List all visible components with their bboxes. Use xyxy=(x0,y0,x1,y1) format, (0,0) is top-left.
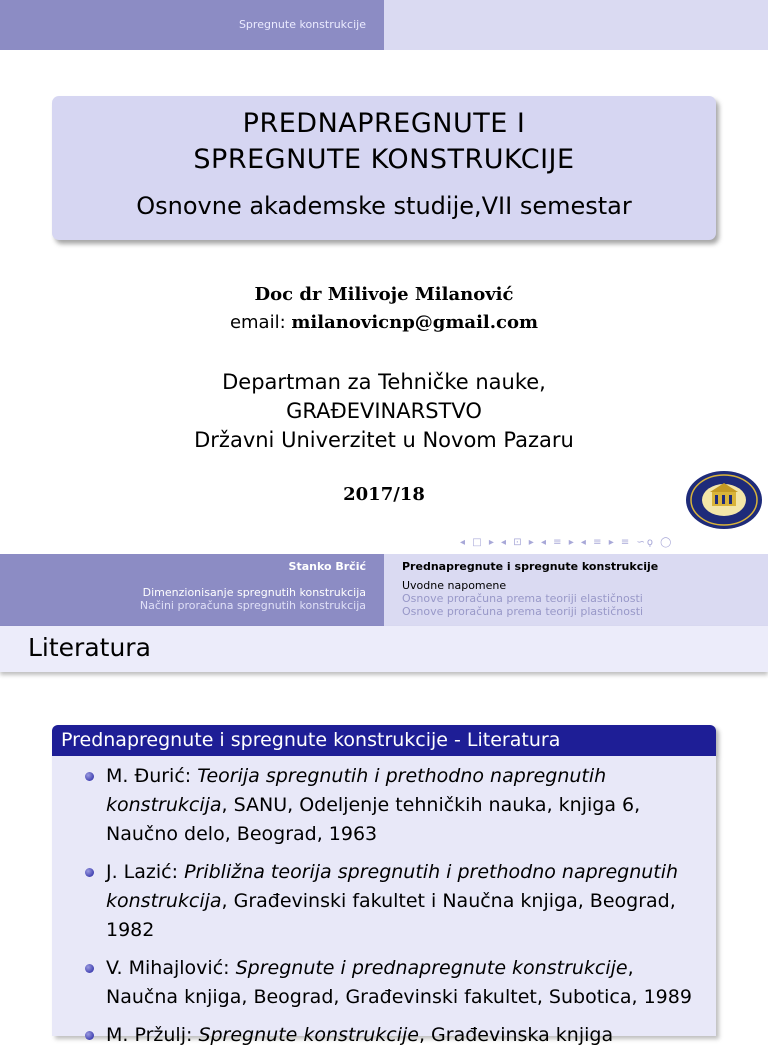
item-author: J. Lazić: xyxy=(106,861,179,883)
list-item xyxy=(60,954,710,1012)
beamer-navigation-bar[interactable]: ◂ □ ▸ ◂ ⊡ ▸ ◂ ≡ ▸ ◂ ≡ ▸ ≡ ∽ϙ ◯ xyxy=(460,537,674,548)
email-label: email: xyxy=(229,312,286,333)
subsection-active[interactable]: Uvodne napomene xyxy=(402,579,507,592)
slide2-header xyxy=(0,554,768,626)
department: Departman za Tehničke nauke, xyxy=(222,370,546,394)
section-next[interactable]: Načini proračuna spregnutih konstrukcija xyxy=(139,599,366,612)
author-name: Doc dr Milivoje Milanović xyxy=(254,284,514,305)
list-item xyxy=(60,858,710,945)
item-title: Spregnute i prednapregnute konstrukcije xyxy=(235,957,628,979)
item-details: , SANU, Odeljenje tehničkih nauka, knjiga 6, Naučno delo, Beograd, 1963 xyxy=(106,794,641,845)
header-right-panel xyxy=(384,0,768,50)
item-author: M. Pržulj: xyxy=(106,1024,193,1046)
university: Državni Univerzitet u Novom Pazaru xyxy=(194,428,574,452)
email-line xyxy=(0,312,768,333)
header-right-panel xyxy=(384,554,768,626)
academic-year: 2017/18 xyxy=(343,484,425,505)
list-item xyxy=(60,762,710,849)
header-title: Prednapregnute i spregnute konstrukcije xyxy=(402,560,659,573)
bullet-icon xyxy=(85,964,94,973)
frame-title-bar xyxy=(0,626,768,672)
title-line1: PREDNAPREGNUTE I xyxy=(242,108,526,139)
item-title: Približna teorija spregnutih i prethodno napregnutih konstrukcija xyxy=(106,861,679,912)
university-seal-icon xyxy=(684,470,764,530)
bullet-icon xyxy=(85,868,94,877)
item-title: Spregnute konstrukcije xyxy=(198,1024,419,1046)
subsection-2[interactable]: Osnove proračuna prema teoriji elastičnosti xyxy=(402,592,643,605)
title-line2: SPREGNUTE KONSTRUKCIJE xyxy=(193,144,575,175)
header-left-panel xyxy=(0,0,384,50)
section-active[interactable]: Dimenzionisanje spregnutih konstrukcija xyxy=(142,586,366,599)
header-label: Spregnute konstrukcije xyxy=(238,18,366,31)
item-author: V. Mihajlović: xyxy=(106,957,230,979)
slide1-header xyxy=(0,0,768,50)
item-author: M. Đurić: xyxy=(106,765,192,787)
item-details: , Građevinski fakultet i Naučna knjiga, Beograd, 1982 xyxy=(106,890,676,941)
item-title: Teorija spregnutih i prethodno napregnutih konstrukcija xyxy=(106,765,607,816)
frame-title: Literatura xyxy=(28,633,151,662)
literature-list xyxy=(60,762,710,1050)
item-details: , Naučna knjiga, Beograd, Građevinski fakultet, Subotica, 1989 xyxy=(106,957,692,1008)
list-item xyxy=(60,1021,710,1050)
title-box xyxy=(52,96,716,240)
subsection-3[interactable]: Osnove proračuna prema teoriji plastičnosti xyxy=(402,605,644,618)
item-details: , Građevinska knjiga xyxy=(418,1024,614,1046)
bullet-icon xyxy=(85,772,94,781)
subtitle: Osnovne akademske studije,VII semestar xyxy=(136,192,632,220)
header-author: Stanko Brčić xyxy=(288,560,366,573)
bullet-icon xyxy=(85,1031,94,1040)
email-address: milanovicnp@gmail.com xyxy=(291,312,539,333)
block-header xyxy=(52,725,716,756)
header-left-panel xyxy=(0,554,384,626)
field: GRAĐEVINARSTVO xyxy=(286,399,482,423)
block-title: Prednapregnute i spregnute konstrukcije - Literatura xyxy=(61,729,561,751)
